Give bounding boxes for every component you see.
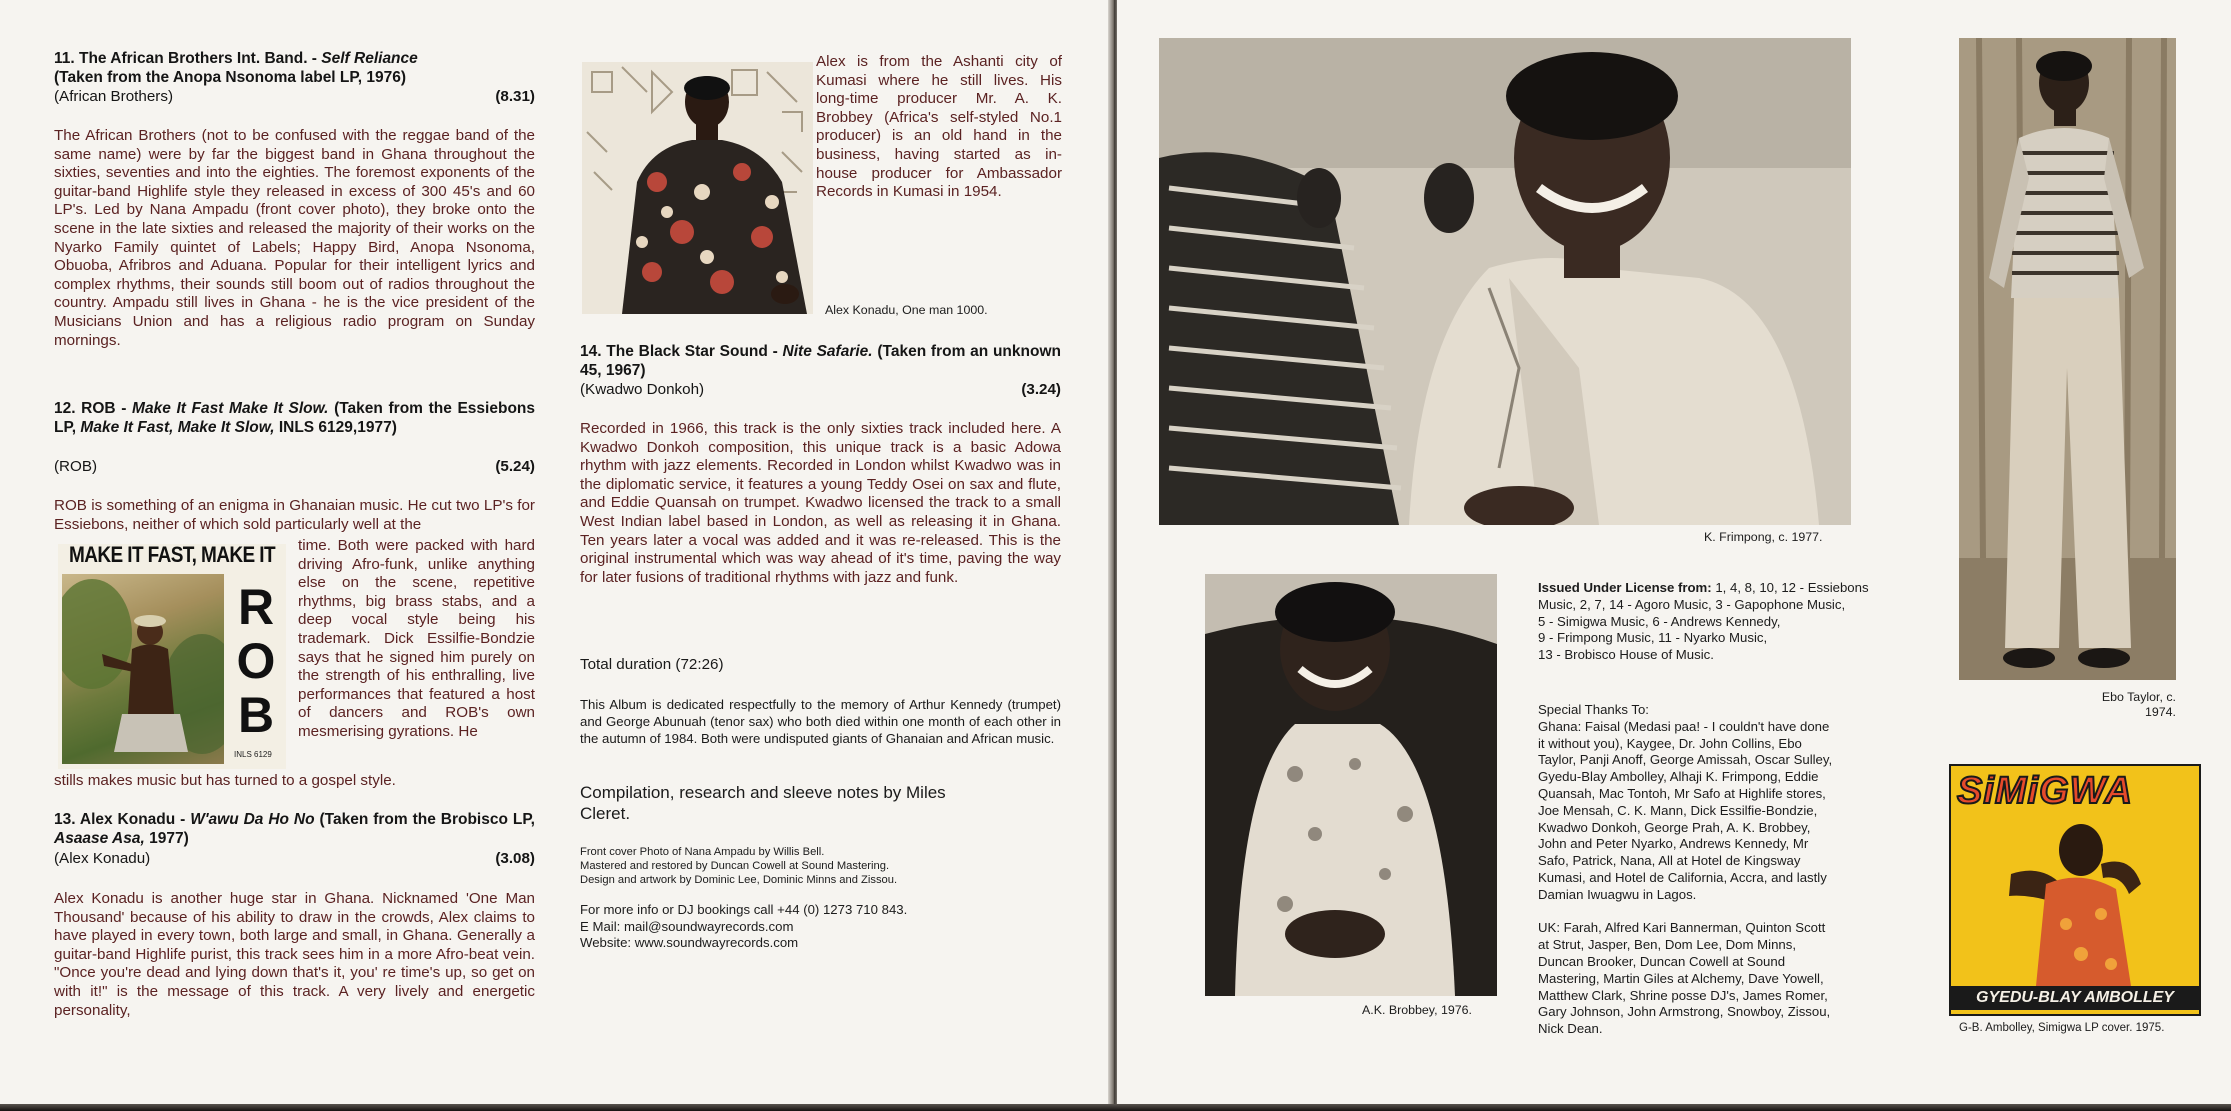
rob-cover-title: MAKE IT FAST, MAKE IT xyxy=(69,544,275,568)
track-14-title: 14. The Black Star Sound - Nite Safarie. (Taken from an unknown 45, 1967) xyxy=(580,343,1061,379)
contact-info: For more info or DJ bookings call +44 (0) 1273 710 843. E Mail: mail@soundwayrecords.com Website: www.soundwayrecords.com xyxy=(580,902,908,951)
simigwa-cover-artist: GYEDU-BLAY AMBOLLEY xyxy=(1951,986,2199,1010)
compilation-credit: Compilation, research and sleeve notes by Miles Cleret. xyxy=(580,783,946,823)
track-14-label: (Kwadwo Donkoh) xyxy=(580,381,705,398)
track-14-label-row xyxy=(580,381,1061,400)
track-11-label: (African Brothers) xyxy=(54,88,174,105)
frimpong-photo xyxy=(1159,38,1851,525)
ebo-taylor-photo xyxy=(1959,38,2176,680)
track-13-notes: Alex Konadu is another huge star in Ghana. Nicknamed 'One Man Thousand' because of his ability to draw in the crowds, Alex claims to have played in every town, both large and small, in Ghana. Generally a guitar-band Highlife purist, this track sees him in a more Afro-beat vein. "Once you're dead and lying down that's it, you' re time's up, so get on with it!" is the message of this track. A very lively and energetic personality, xyxy=(54,890,535,1019)
track-12-label: (ROB) xyxy=(54,458,98,475)
track-11-label-row xyxy=(54,88,535,107)
total-duration: Total duration (72:26) xyxy=(580,656,724,673)
booklet-bottom-edge xyxy=(0,1104,2231,1111)
track-12-notes-end: stills makes music but has turned to a gospel style. xyxy=(54,772,396,789)
track-12-notes-wrap: time. Both were packed with hard driving Afro-funk, unlike anything else on the scene, repetitive rhythms, big brass stabs, and a deep vocal style being his trademark. Dick Essilfie-Bondzie says that he signed him purely on the strength of his enthralling, live performances that featured a host of dancers and ROB's own mesmerising gyrations. He xyxy=(298,537,535,740)
license-heading: Issued Under License from: xyxy=(1538,580,1712,595)
track-13-duration: (3.08) xyxy=(495,850,535,867)
dedication: This Album is dedicated respectfully to the memory of Arthur Kennedy (trumpet) and George Abunuah (tenor sax) who both died within one month of each other in the autumn of 1984. Both were undisputed giants of Ghanaian and African music. xyxy=(580,697,1061,746)
thanks-heading: Special Thanks To: xyxy=(1538,702,1649,717)
rob-cover-catalog: INLS 6129 xyxy=(234,750,272,759)
brobbey-photo xyxy=(1205,574,1497,996)
simigwa-cover-title: SiMiGWA xyxy=(1957,770,2133,812)
track-12-notes-intro: ROB is something of an enigma in Ghanaian music. He cut two LP's for Essiebons, neither of which sold particularly well at the xyxy=(54,497,535,533)
rob-cover-photo xyxy=(62,574,224,764)
track-11-duration: (8.31) xyxy=(495,88,535,105)
production-credits: Front cover Photo of Nana Ampadu by Willis Bell. Mastered and restored by Duncan Cowell at Sound Mastering. Design and artwork by Dominic Lee, Dominic Minns and Zissou. xyxy=(580,846,898,887)
track-12-label-row xyxy=(54,458,535,477)
track-13-label: (Alex Konadu) xyxy=(54,850,151,867)
brobbey-caption: A.K. Brobbey, 1976. xyxy=(1362,1003,1472,1017)
track-11-title: 11. The African Brothers Int. Band. - Self Reliance (Taken from the Anopa Nsonoma label LP, 1976) xyxy=(54,50,418,86)
track-14-notes: Recorded in 1966, this track is the only sixties track included here. A Kwadwo Donkoh composition, this unique track is a basic Adowa rhythm with jazz elements. Recorded in London whilst Kwadwo was in the diplomatic service, it features a young Teddy Osei on sax and flute, and Eddie Quansah on trumpet. Kwadwo licensed the track to a small West Indian label based in London, as well as releasing it in Ghana. Ten years later a vocal was added and it was re-released. This is the original instrumental which was way ahead of it's time, paving the way for later fusions of traditional rhythms with jazz and funk. xyxy=(580,420,1061,586)
track-13-label-row xyxy=(54,850,535,869)
track-13-title: 13. Alex Konadu - W'awu Da Ho No (Taken from the Brobisco LP, Asaase Asa, 1977) xyxy=(54,811,535,847)
right-page xyxy=(1117,0,2231,1104)
rob-cover-letters: R O B xyxy=(236,579,276,743)
license-block: Issued Under License from: 1, 4, 8, 10, 12 - Essiebons Music, 2, 7, 14 - Agoro Music, 3 - Gapophone Music, 5 - Simigwa Music, 6 - Andrews Kennedy, 9 - Frimpong Music, 11 - Nyarko Music, 13 - Brobisco House of Music. xyxy=(1538,580,1869,663)
rob-album-cover xyxy=(58,544,286,769)
alex-konadu-photo xyxy=(582,62,813,314)
track-14-duration: (3.24) xyxy=(1021,381,1061,398)
simigwa-lp-cover xyxy=(1949,764,2201,1016)
alex-konadu-caption: Alex Konadu, One man 1000. xyxy=(825,303,988,317)
track-11-notes: The African Brothers (not to be confused with the reggae band of the same name) were by far the biggest band in Ghana throughout the sixties, seventies and into the eighties. The foremost exponents of the guitar-band Highlife style they released in excess of 300 45's and 60 LP's. Led by Nana Ampadu (front cover photo), they broke onto the scene in the late sixties and released the majority of their works on the Nyarko Family quintet of Labels; Happy Bird, Anopa Nsonoma, Obuoba, Afribros and Aduana. Popular for their intelligent lyrics and complex rhythms, their sounds still boom out of radios throughout the country. Ampadu still lives in Ghana - he is the vice president of the Musicians Union and has a religious radio program on Sunday mornings. xyxy=(54,127,535,349)
track-12-title: 12. ROB - Make It Fast Make It Slow. (Taken from the Essiebons LP, Make It Fast, Make It Slow, INLS 6129,1977) xyxy=(54,400,535,436)
left-page xyxy=(0,0,1111,1104)
frimpong-caption: K. Frimpong, c. 1977. xyxy=(1704,530,1823,544)
ambolley-caption: G-B. Ambolley, Simigwa LP cover. 1975. xyxy=(1959,1022,2165,1034)
track-12-duration: (5.24) xyxy=(495,458,535,475)
ebo-taylor-caption: Ebo Taylor, c. 1974. xyxy=(2101,690,2176,719)
special-thanks: Special Thanks To: Ghana: Faisal (Medasi paa! - I couldn't have done it without you), Kaygee, Dr. John Collins, Ebo Taylor, Panji Anoff, George Amissah, Oscar Sulley, Gyedu-Blay Ambolley, Alhaji K. Frimpong, Eddie Quansah, Mac Tontoh, Mr Safo at Highlife stores, Joe Mensah, C. K. Mann, Dick Essilfie-Bondzie, Kwadwo Donkoh, George Prah, A. K. Brobbey, John and Peter Nyarko, Andrews Kennedy, Mr Safo, Patrick, Nana, All at Hotel de Kingsway Kumasi, and Hotel de California, Accra, and lastly Damian Iwuagwu in Lagos. UK: Farah, Alfred Kari Bannerman, Quinton Scott at Strut, Jasper, Ben, Dom Lee, Dom Minns, Duncan Brooker, Duncan Cowell at Sound Mastering, Martin Giles at Alchemy, Dave Yowell, Matthew Clark, Shrine posse DJ's, James Romer, Gary Johnson, John Armstrong, Snowboy, Zissou, Nick Dean. xyxy=(1538,702,1833,1037)
alex-konadu-bio: Alex is from the Ashanti city of Kumasi where he still lives. His long-time producer Mr. A. K. Brobbey (Africa's self-styled No.1 producer) is an old hand in the business, having started as in-house producer for Ambassador Records in Kumasi in 1954. xyxy=(816,53,1062,201)
